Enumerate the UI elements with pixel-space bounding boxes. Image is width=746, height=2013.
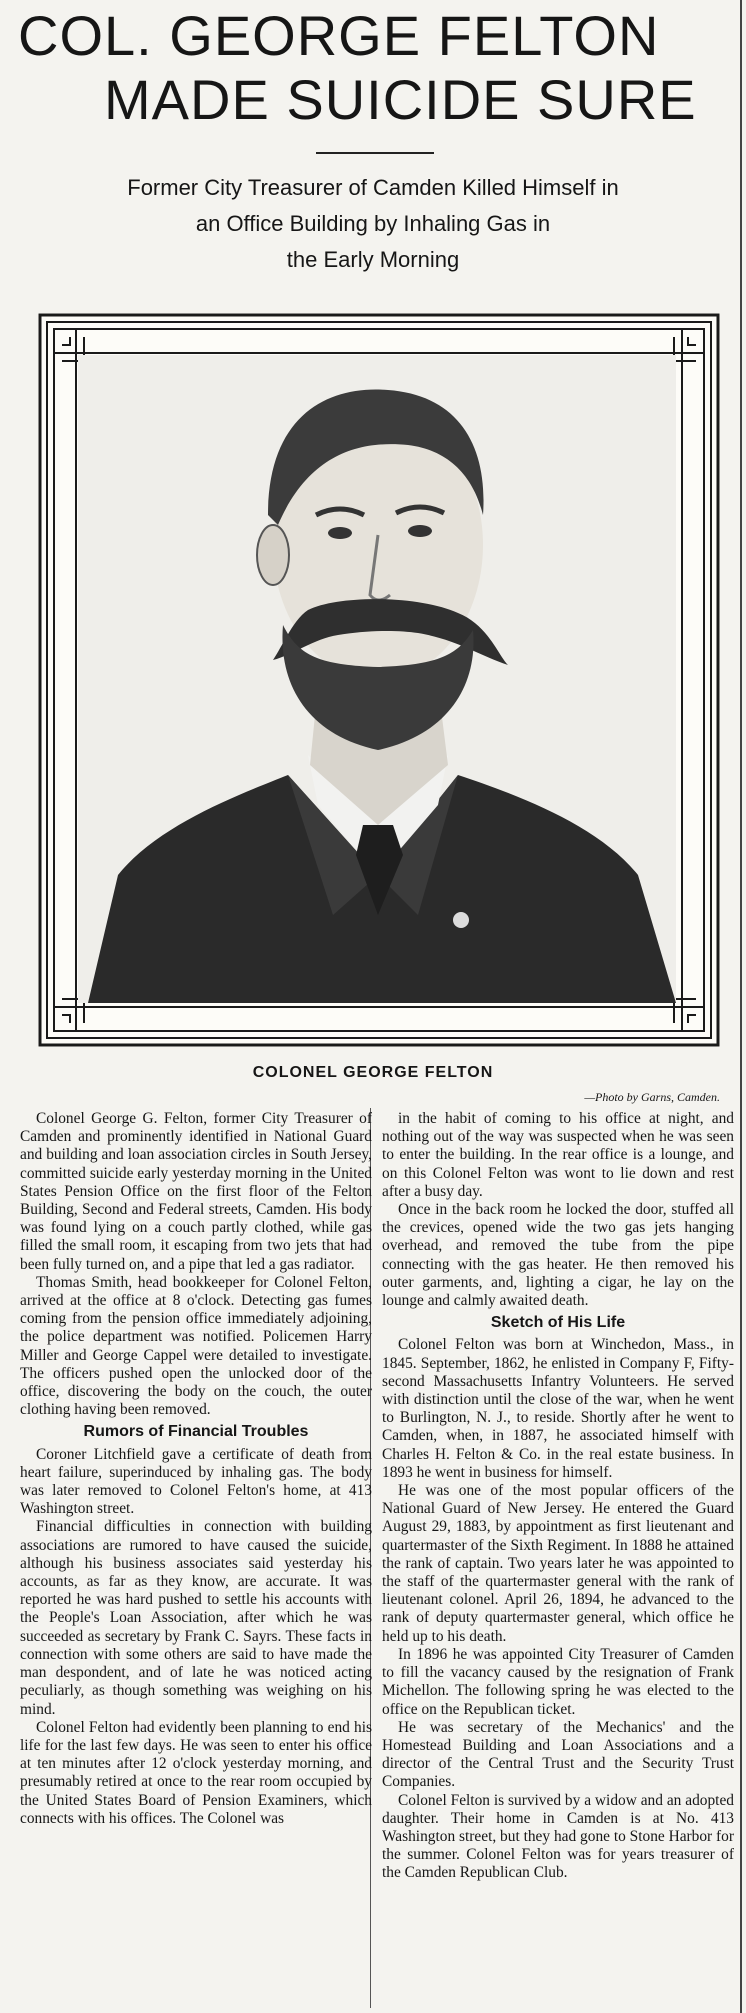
article-paragraph: Financial difficulties in connection with building associations are rumored to have caused the suicide, although his business associates said yesterday his accounts, as far as they know, are accurate. It was reported he was hard pushed to settle his accounts with the People's Loan Association, after which he was succeeded as secretary by Frank C. Sayrs. These facts in connection with some others are said to have made the man despondent, and of late he was noticed acting peculiarly, as though something was weighing on his mind.: [20, 1518, 372, 1718]
article-paragraph: Coroner Litchfield gave a certificate of death from heart failure, superinduced by inhaling gas. The body was later removed to Colonel Felton's home, at 413 Washington street.: [20, 1445, 372, 1518]
subheadline: [0, 170, 746, 278]
article-paragraph: Colonel Felton had evidently been planning to end his life for the last few days. He was seen to enter his office at ten minutes after 12 o'clock yesterday morning, and presumably retired at once to the rear room occupied by the United States Board of Pension Examiners, which connects with his offices. The Colonel was: [20, 1718, 372, 1827]
article-paragraph: Colonel Felton is survived by a widow and an adopted daughter. Their home in Camden is at No. 413 Washington street, but they had gone to Stone Harbor for the summer. Colonel Felton was for years treasurer of the Camden Republican Club.: [382, 1791, 734, 1882]
photo-caption: COLONEL GEORGE FELTON: [252, 1064, 494, 1081]
article-paragraph: Once in the back room he locked the door, stuffed all the crevices, opened wide the two gas jets hanging overhead, and removed the tube from the pipe connecting with the gas heater. He then removed his outer garments, and, lighting a cigar, he lay on the lounge and calmly awaited death.: [382, 1201, 734, 1310]
article-paragraph: In 1896 he was appointed City Treasurer of Camden to fill the vacancy caused by the resignation of Frank Michellon. The following spring he was elected to the office on the Republican ticket.: [382, 1645, 734, 1718]
article-paragraph: Thomas Smith, head bookkeeper for Colonel Felton, arrived at the office at 8 o'clock. Detecting gas fumes coming from the pension office immediately adjoining, the police department was notified. Policemen Harry Miller and George Cappel were detailed to investigate. The officers pushed open the unlocked door of the office, discovering the body on the couch, the outer clothing having been removed.: [20, 1273, 372, 1419]
article-column-2: [382, 1110, 734, 1883]
subheadline-line: an Office Building by Inhaling Gas in: [195, 211, 551, 236]
portrait-photo: [78, 355, 676, 1003]
article-paragraph: in the habit of coming to his office at night, and nothing out of the way was suspected when he was seen to enter the building. In the rear office is a lounge, and on this Colonel Felton was wont to lie down and rest after a busy day.: [382, 1110, 734, 1200]
headline-line-2: MADE SUICIDE SURE: [104, 68, 697, 131]
article-paragraph: Colonel George G. Felton, former City Treasurer of Camden and prominently identified in National Guard and building and loan association circles in South Jersey, committed suicide early yesterday morning in the United States Pension Office on the first floor of the Felton Building, Second and Federal streets, Camden. His body was found lying on a couch partly clothed, while gas filled the small room, it escaping from two jets that had been fully turned on, and a pipe that led a gas radiator.: [20, 1110, 372, 1273]
section-heading: Sketch of His Life: [490, 1314, 626, 1332]
subheadline-line: the Early Morning: [286, 247, 460, 272]
subheadline-line: Former City Treasurer of Camden Killed Himself in: [127, 175, 619, 200]
article-paragraph: Colonel Felton was born at Winchedon, Mass., in 1845. September, 1862, he enlisted in Company F, Fifty-second Massachusetts Infantry Volunteers. He served with distinction until the close of the war, when he went to Burlington, N. J., to reside. Shortly after he went to Camden, when, in 1887, he associated himself with Charles H. Felton & Co. in the real estate business. In 1893 he went in business for himself.: [382, 1336, 734, 1481]
page-edge: [740, 0, 742, 2013]
article-column-1: [20, 1110, 372, 1828]
article-paragraph: He was secretary of the Mechanics' and the Homestead Building and Loan Associations and a director of the Central Trust and the Security Trust Companies.: [382, 1718, 734, 1791]
article-paragraph: He was one of the most popular officers of the National Guard of New Jersey. He entered the Guard August 29, 1883, by appointment as first lieutenant and quartermaster of the Sixth Regiment. In 1888 he attained the rank of captain. Two years later he was appointed to the staff of the quartermaster general with the rank of lieutenant colonel. April 26, 1894, he advanced to the rank of deputy quartermaster general, which office he held up to his death.: [382, 1482, 734, 1645]
section-heading: Rumors of Financial Troubles: [83, 1423, 309, 1441]
headline-rule: [316, 152, 434, 154]
headline-line-1: COL. GEORGE FELTON: [18, 4, 660, 67]
photo-credit: —Photo by Garns, Camden.: [584, 1090, 720, 1104]
